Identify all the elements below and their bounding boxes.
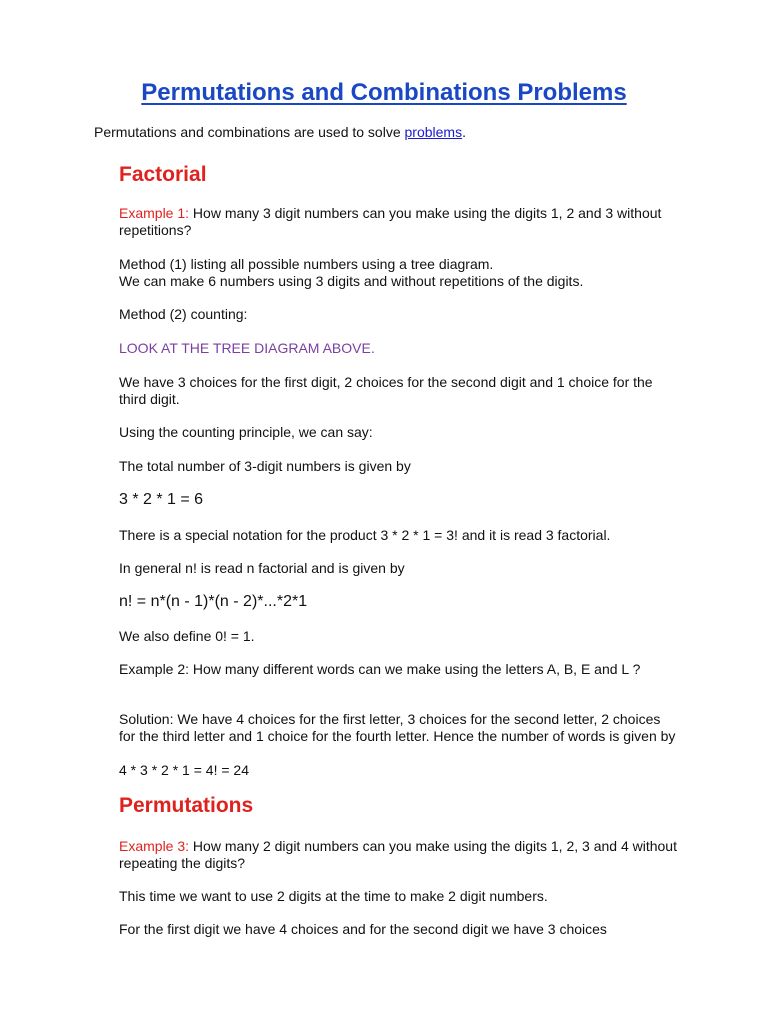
example3-label: Example 3: [119,838,190,854]
total-given-text: The total number of 3-digit numbers is given by [119,458,411,474]
problems-link[interactable]: problems [404,124,463,140]
method2-label: Method (2) counting: [119,306,248,322]
product-formula: 3 * 2 * 1 = 6 [119,491,204,508]
special-notation-text: There is a special notation for the product 3 * 2 * 1 = 3! and it is read 3 factorial. [119,527,611,543]
permutations-heading: Permutations [119,794,254,817]
example3-paragraph [119,838,679,872]
intro-paragraph [94,123,466,141]
general-formula: n! = n*(n - 1)*(n - 2)*...*2*1 [119,593,308,610]
method1-line1: Method (1) listing all possible numbers using a tree diagram. [119,256,494,272]
this-time-text: This time we want to use 2 digits at the time to make 2 digit numbers. [119,888,548,904]
first-digit-text: For the first digit we have 4 choices and for the second digit we have 3 choices [119,921,607,937]
intro-text: Permutations and combinations are used to solve [94,124,405,140]
factorial-heading: Factorial [119,163,207,186]
example2-paragraph: Example 2: How many different words can we make using the letters A, B, E and L ? [119,661,641,677]
example1-paragraph [119,205,679,239]
general-text: In general n! is read n factorial and is given by [119,560,405,576]
solution-result: 4 * 3 * 2 * 1 = 4! = 24 [119,762,249,778]
tree-diagram-note: LOOK AT THE TREE DIAGRAM ABOVE. [119,340,375,356]
example3-text: How many 2 digit numbers can you make using the digits 1, 2, 3 and 4 without repeating the digits? [119,838,677,871]
page-title: Permutations and Combinations Problems [141,79,627,106]
example1-text: How many 3 digit numbers can you make using the digits 1, 2 and 3 without repetitions? [119,205,662,238]
method1-line2: We can make 6 numbers using 3 digits and without repetitions of the digits. [119,273,584,289]
choices-paragraph: We have 3 choices for the first digit, 2 choices for the second digit and 1 choice for the third digit. [119,374,653,407]
counting-principle-text: Using the counting principle, we can say: [119,424,373,440]
example1-label: Example 1: [119,205,190,221]
solution-paragraph: Solution: We have 4 choices for the first letter, 3 choices for the second letter, 2 choices for the third letter and 1 choice for the fourth letter. Hence the number of words is given by [119,711,676,744]
zero-definition: We also define 0! = 1. [119,628,255,644]
intro-period: . [462,124,466,140]
